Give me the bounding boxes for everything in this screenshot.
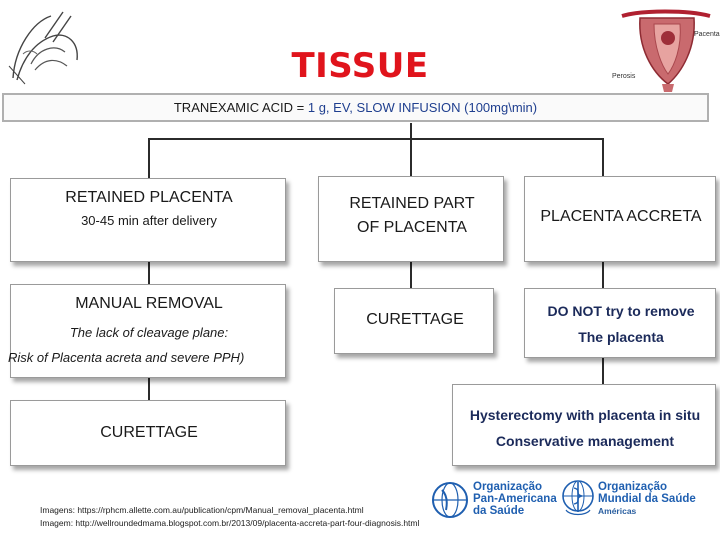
retained-part-line-2: OF PLACENTA	[357, 219, 467, 236]
tranexamic-label: TRANEXAMIC ACID =	[173, 100, 308, 115]
curettage-mid-box	[334, 288, 494, 354]
who-emblem-icon	[560, 478, 596, 518]
connector-title-drop	[410, 123, 412, 139]
image-credit-1: Imagens: https://rphcm.allette.com.au/publication/cpm/Manual_removal_placenta.html	[40, 505, 364, 515]
paho-line-1: Organização	[473, 481, 543, 493]
connector-left-2	[148, 378, 150, 400]
retained-placenta-title: RETAINED PLACENTA	[65, 189, 233, 206]
tranexamic-dose: 1 g, EV, SLOW INFUSION (100mg\min)	[307, 100, 538, 115]
connector-horizontal-top	[148, 138, 604, 140]
manual-removal-title: MANUAL REMOVAL	[75, 295, 223, 312]
who-line-2: Mundial da Saúde	[598, 493, 696, 505]
hysterectomy-line-2: Conservative management	[495, 433, 675, 449]
placenta-accreta-box	[524, 176, 716, 262]
hysterectomy-box	[452, 384, 716, 466]
connector-right-1	[602, 262, 604, 288]
connector-right-2	[602, 358, 604, 384]
do-not-remove-line-2: The placenta	[578, 329, 664, 345]
curettage-left-label: CURETTAGE	[100, 424, 198, 441]
retained-part-line-1: RETAINED PART	[349, 195, 475, 212]
connector-mid-1	[410, 262, 412, 288]
retained-part-box	[318, 176, 504, 262]
who-line-1: Organização	[598, 481, 668, 493]
uterus-label-right: Pacenta	[694, 31, 720, 38]
manual-removal-note-1: The lack of cleavage plane:	[69, 325, 229, 340]
uterus-label-left: Perosis	[612, 73, 636, 80]
connector-left-1	[148, 262, 150, 284]
connector-mid-drop	[410, 138, 412, 176]
image-credit-2: Imagem: http://wellroundedmama.blogspot.com.br/2013/09/placenta-accreta-part-four-diagnosis.html	[40, 518, 420, 528]
paho-name	[473, 481, 557, 517]
manual-removal-note-2: Risk of Placenta acreta and severe PPH)	[8, 350, 245, 365]
retained-placenta-box	[10, 178, 286, 262]
page-title: TISSUE	[291, 46, 429, 86]
tranexamic-box	[2, 93, 709, 122]
hysterectomy-line-1: Hysterectomy with placenta in situ	[469, 407, 701, 423]
paho-globe-icon	[430, 480, 470, 520]
placenta-accreta-label: PLACENTA ACCRETA	[540, 208, 702, 225]
do-not-remove-box	[524, 288, 716, 358]
who-name	[598, 481, 696, 517]
do-not-remove-line-1: DO NOT try to remove	[547, 303, 695, 319]
paho-line-2: Pan-Americana	[473, 493, 557, 505]
connector-right-drop	[602, 138, 604, 176]
who-line-3: Américas	[598, 506, 637, 516]
connector-left-drop	[148, 138, 150, 178]
curettage-left-box	[10, 400, 286, 466]
curettage-mid-label: CURETTAGE	[366, 311, 464, 328]
paho-line-3: da Saúde	[473, 505, 525, 517]
retained-placenta-subtitle: 30-45 min after delivery	[81, 213, 217, 228]
